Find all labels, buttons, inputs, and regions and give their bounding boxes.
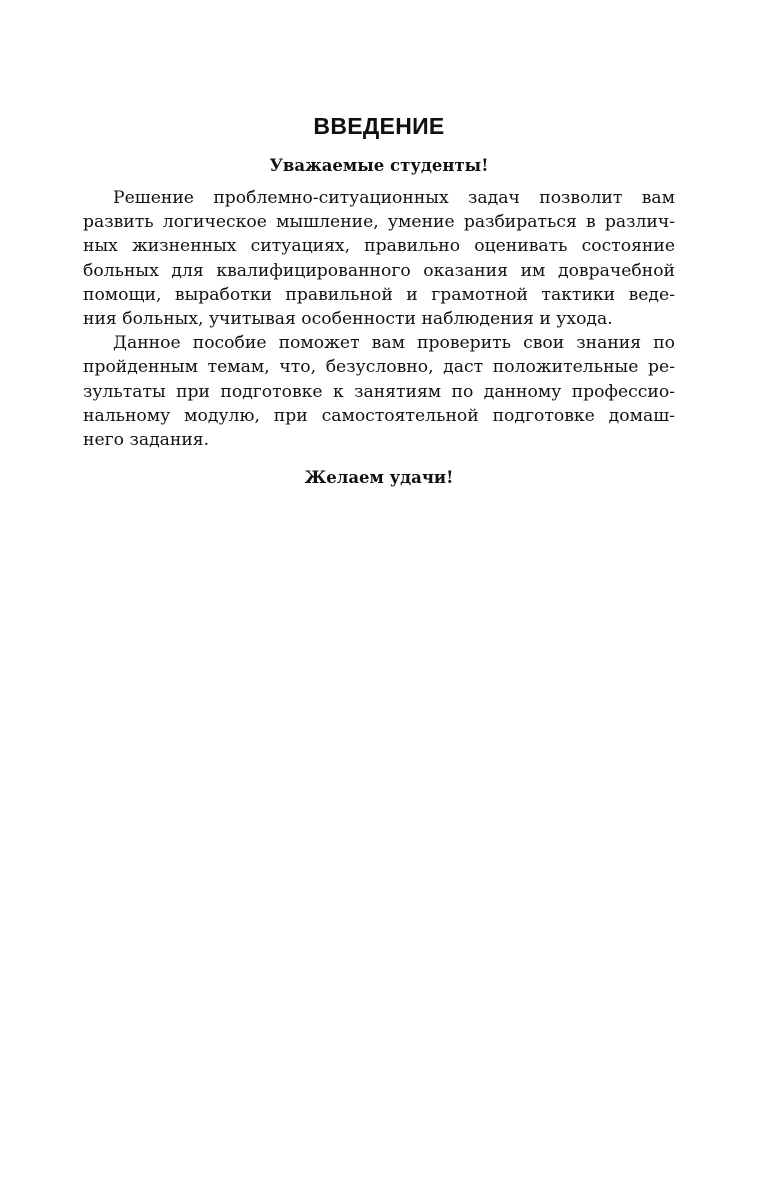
text-line: развить логическое мышление, умение разбираться в различ- xyxy=(83,212,675,233)
greeting: Уважаемые студенты! xyxy=(269,156,489,175)
introduction-page xyxy=(83,112,675,490)
text-line: зультаты при подготовке к занятиям по данному профессио- xyxy=(83,381,675,402)
paragraph-1 xyxy=(83,186,675,331)
text-line: Данное пособие поможет вам проверить свои знания по xyxy=(113,333,675,354)
text-line: ных жизненных ситуациях, правильно оценивать состояние xyxy=(83,236,675,257)
text-line: больных для квалифицированного оказания им доврачебной xyxy=(83,260,675,281)
text-line: нальному модулю, при самостоятельной подготовке домаш- xyxy=(83,405,675,426)
page-title: ВВЕДЕНИЕ xyxy=(313,113,445,139)
text-line: пройденным темам, что, безусловно, даст положительные ре- xyxy=(83,357,675,378)
text-line: ния больных, учитывая особенности наблюдения и ухода. xyxy=(83,308,613,329)
paragraph-2 xyxy=(83,331,675,452)
text-line: помощи, выработки правильной и грамотной тактики веде- xyxy=(83,284,675,305)
text-line: Решение проблемно-ситуационных задач позволит вам xyxy=(113,188,675,208)
text-line: него задания. xyxy=(83,429,210,450)
closing-wish: Желаем удачи! xyxy=(304,468,454,488)
